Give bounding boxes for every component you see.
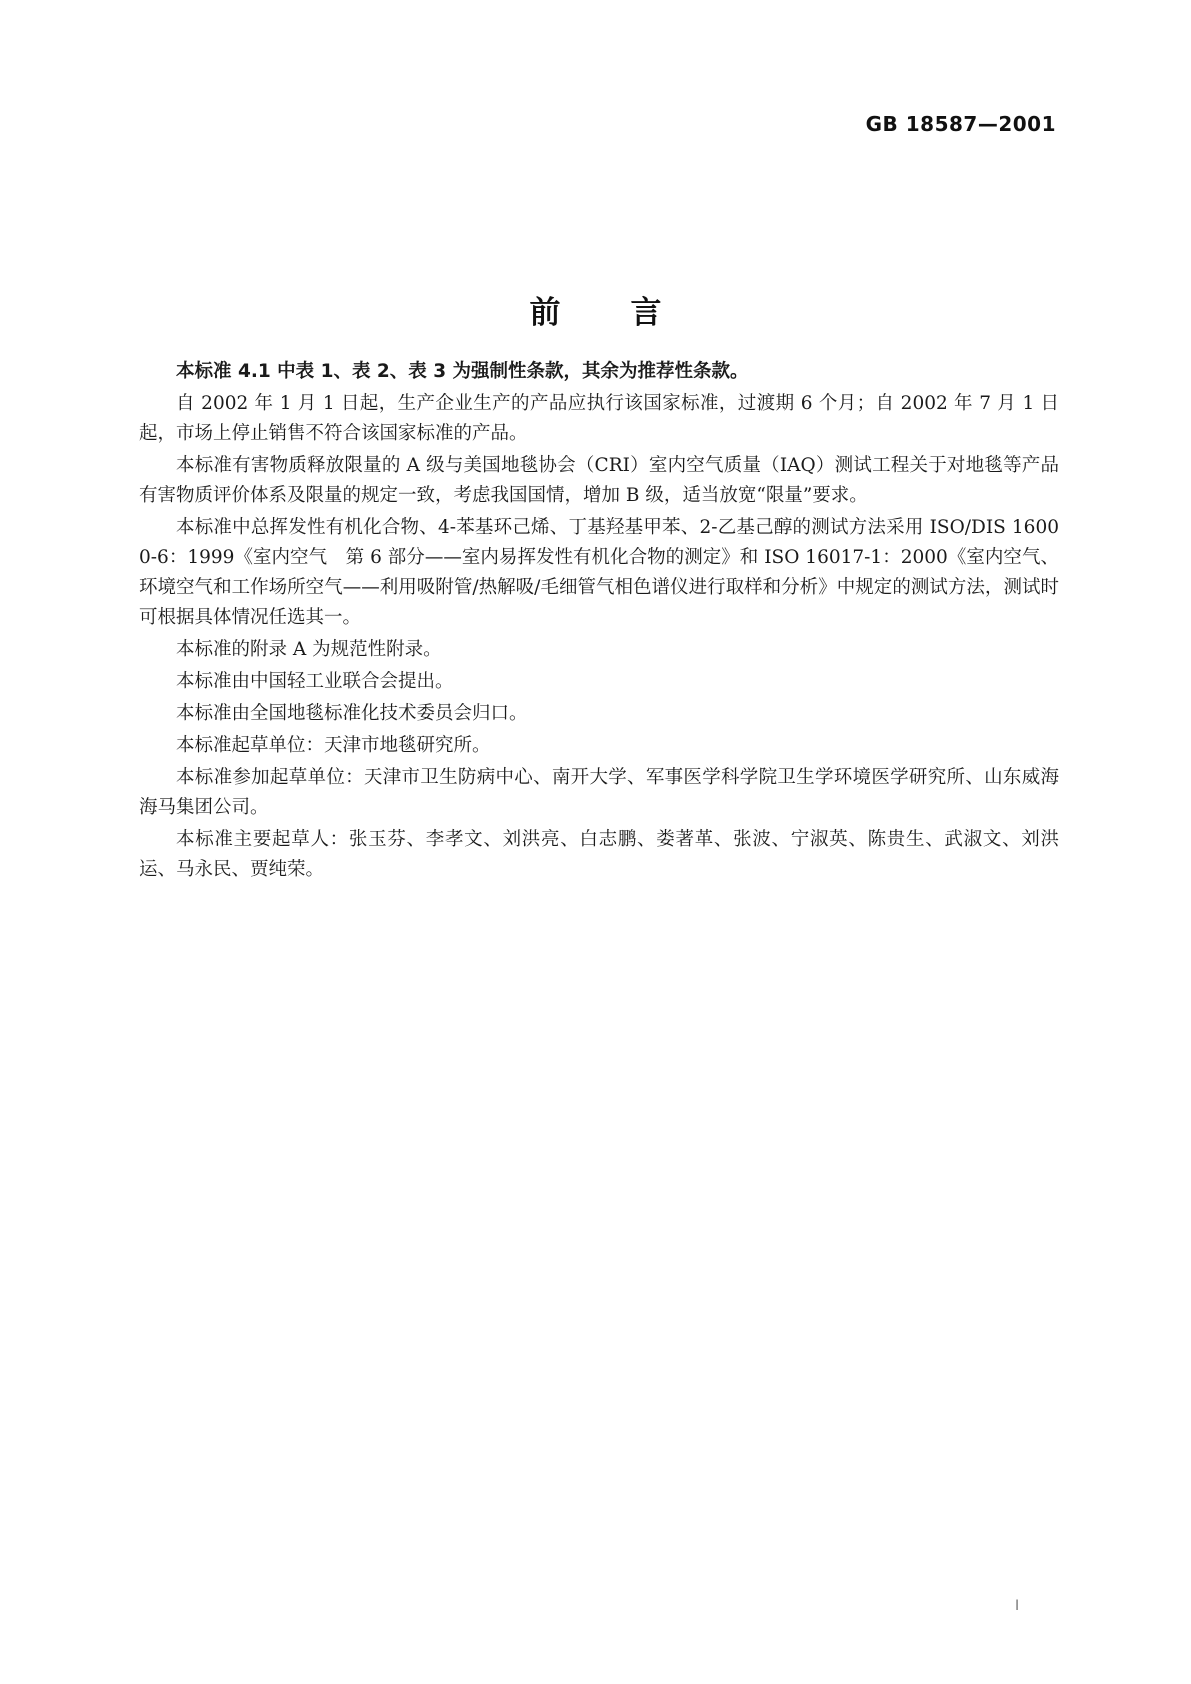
paragraph-annex: 本标准的附录 A 为规范性附录。 — [176, 639, 442, 660]
paragraph-technical-committee: 本标准由全国地毯标准化技术委员会归口。 — [176, 703, 528, 724]
paragraph-mandatory-clauses: 本标准 4.1 中表 1、表 2、表 3 为强制性条款，其余为推荐性条款。 — [176, 361, 749, 382]
page-title: 前言 — [529, 295, 732, 331]
paragraph-drafting-unit: 本标准起草单位：天津市地毯研究所。 — [176, 735, 491, 756]
paragraph-participating-units: 本标准参加起草单位：天津市卫生防病中心、南开大学、军事医学科学院卫生学环境医学研究所、山东威海海马集团公司。 — [139, 767, 1059, 818]
preface-body — [139, 357, 1059, 887]
paragraph-main-drafters: 本标准主要起草人：张玉芬、李孝文、刘洪亮、白志鹏、娄著革、张波、宁淑英、陈贵生、武淑文、刘洪运、马永民、贾纯荣。 — [139, 829, 1059, 880]
paragraph-test-methods: 本标准中总挥发性有机化合物、4-苯基环己烯、丁基羟基甲苯、2-乙基己醇的测试方法采用 ISO/DIS 16000-6：1999《室内空气 第 6 部分——室内易挥发性有机化合物的测定》和 ISO 16017-1：2000《室内空气、环境空气和工作场所空气——利用吸附管/热解吸/毛细管气相色谱仪进行取样和分析》中规定的测试方法，测试时可根据具体情况任选其一。 — [139, 517, 1059, 628]
standard-code: GB 18587—2001 — [865, 112, 1056, 136]
paragraph-grade-levels: 本标准有害物质释放限量的 A 级与美国地毯协会（CRI）室内空气质量（IAQ）测试工程关于对地毯等产品有害物质评价体系及限量的规定一致，考虑我国国情，增加 B 级，适当放宽“限量”要求。 — [139, 455, 1059, 506]
page-number: I — [1015, 1598, 1020, 1614]
paragraph-effective-date: 自 2002 年 1 月 1 日起，生产企业生产的产品应执行该国家标准，过渡期 6 个月；自 2002 年 7 月 1 日起，市场上停止销售不符合该国家标准的产品。 — [139, 393, 1059, 444]
paragraph-proposed-by: 本标准由中国轻工业联合会提出。 — [176, 671, 454, 692]
